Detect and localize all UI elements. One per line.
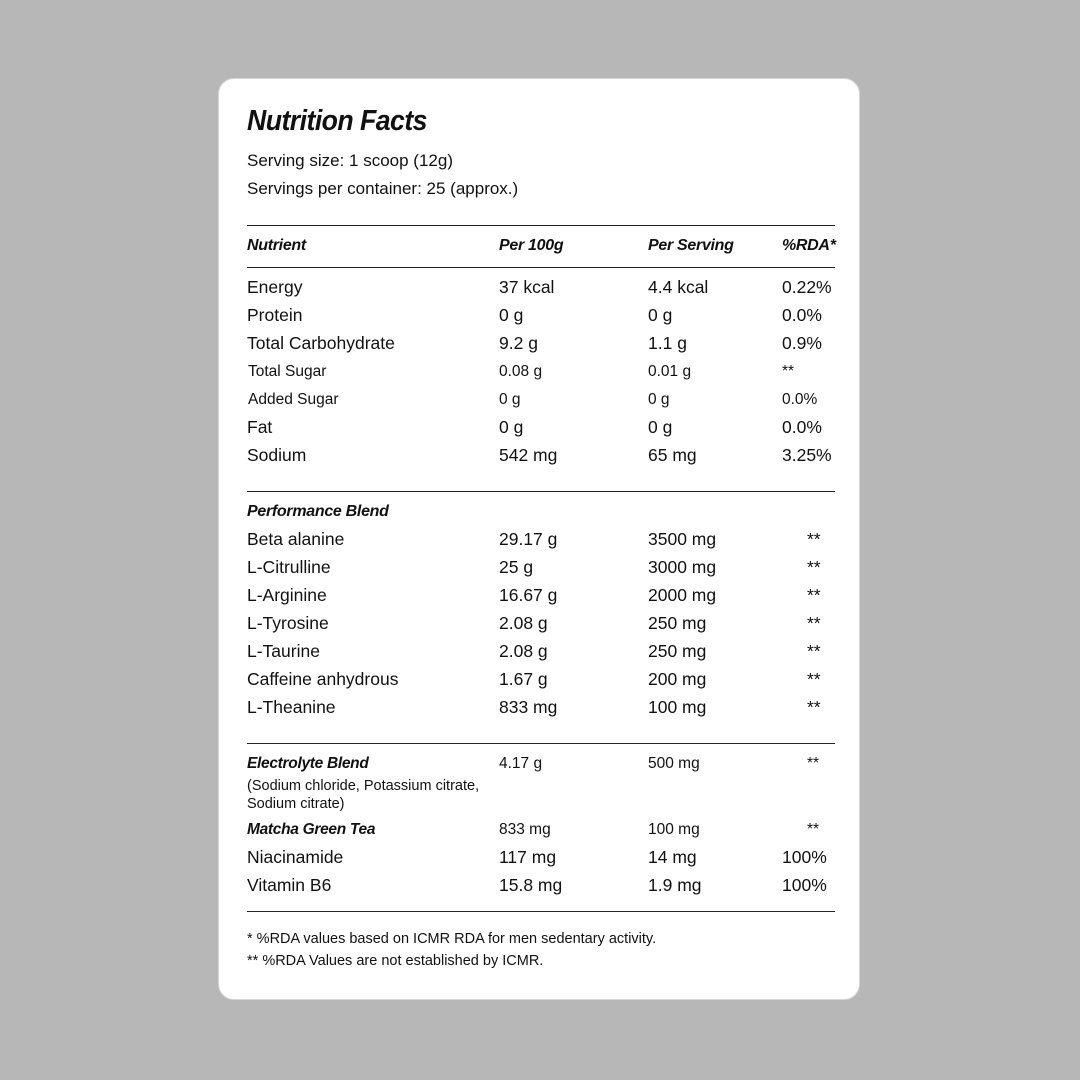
table-row	[247, 445, 835, 473]
divider	[247, 491, 835, 492]
per-100g-value: 833 mg	[499, 821, 551, 838]
per-serving-value: 500 mg	[648, 755, 700, 772]
per-100g-value: 9.2 g	[499, 333, 538, 353]
per-serving-value: 1.9 mg	[648, 875, 702, 895]
per-serving-value: 0.01 g	[648, 363, 692, 380]
electrolyte-blend-title: Electrolyte Blend	[247, 755, 369, 772]
per-serving-value: 250 mg	[648, 613, 707, 633]
rda-value: **	[807, 613, 821, 633]
electrolyte-ingredients-line-2: Sodium citrate)	[247, 796, 345, 812]
per-serving-value: 3500 mg	[648, 529, 717, 549]
per-100g-value: 29.17 g	[499, 529, 558, 549]
table-row	[247, 821, 835, 849]
per-serving-value: 250 mg	[648, 641, 707, 661]
rda-value: 100%	[782, 875, 827, 895]
per-100g-value: 542 mg	[499, 445, 558, 465]
per-100g-value: 0.08 g	[499, 363, 543, 380]
per-100g-value: 0 g	[499, 305, 524, 325]
rda-value: 0.0%	[782, 391, 818, 408]
performance-blend-title: Performance Blend	[247, 503, 389, 520]
header-nutrient: Nutrient	[247, 237, 306, 254]
per-serving-value: 1.1 g	[648, 333, 687, 353]
per-100g-value: 37 kcal	[499, 277, 555, 297]
nutrition-facts-panel	[218, 78, 860, 1000]
table-row	[247, 697, 835, 725]
serving-size: Serving size: 1 scoop (12g)	[247, 151, 453, 170]
table-row	[247, 847, 835, 875]
table-row	[247, 585, 835, 613]
per-100g-value: 833 mg	[499, 697, 558, 717]
divider	[247, 743, 835, 744]
per-100g-value: 16.67 g	[499, 585, 558, 605]
table-row	[247, 333, 835, 361]
nutrient-name: Added Sugar	[248, 391, 339, 408]
rda-value: **	[807, 755, 820, 772]
rda-value: 0.9%	[782, 333, 822, 353]
table-row	[247, 529, 835, 557]
per-serving-value: 0 g	[648, 391, 670, 408]
nutrient-name: Fat	[247, 417, 273, 437]
table-row	[247, 669, 835, 697]
rda-value: 0.22%	[782, 277, 832, 297]
per-serving-value: 100 mg	[648, 821, 700, 838]
divider	[247, 225, 835, 226]
matcha-green-tea-title: Matcha Green Tea	[247, 821, 376, 838]
divider	[247, 911, 835, 912]
per-serving-value: 200 mg	[648, 669, 707, 689]
footnote-rda-not-established: ** %RDA Values are not established by ICMR.	[247, 953, 544, 969]
per-100g-value: 2.08 g	[499, 641, 548, 661]
electrolyte-ingredients-line-1: (Sodium chloride, Potassium citrate,	[247, 778, 480, 794]
per-serving-value: 3000 mg	[648, 557, 717, 577]
nutrient-name: L-Arginine	[247, 585, 327, 605]
nutrient-name: Niacinamide	[247, 847, 344, 867]
rda-value: **	[807, 641, 821, 661]
per-serving-value: 0 g	[648, 305, 673, 325]
per-serving-value: 65 mg	[648, 445, 697, 465]
table-row	[247, 305, 835, 333]
divider	[247, 267, 835, 268]
nutrient-name: Total Sugar	[248, 363, 327, 380]
per-100g-value: 2.08 g	[499, 613, 548, 633]
per-100g-value: 117 mg	[499, 847, 557, 867]
per-serving-value: 4.4 kcal	[648, 277, 709, 297]
nutrient-name: Energy	[247, 277, 303, 297]
nutrient-name: L-Taurine	[247, 641, 320, 661]
servings-per-container: Servings per container: 25 (approx.)	[247, 179, 519, 198]
per-100g-value: 4.17 g	[499, 755, 543, 772]
rda-value: 0.0%	[782, 417, 822, 437]
per-100g-value: 15.8 mg	[499, 875, 563, 895]
nutrient-name: Beta alanine	[247, 529, 345, 549]
table-row	[247, 613, 835, 641]
table-row	[247, 277, 835, 305]
rda-value: **	[807, 821, 820, 838]
per-serving-value: 100 mg	[648, 697, 707, 717]
per-100g-value: 0 g	[499, 417, 524, 437]
nutrient-name: L-Citrulline	[247, 557, 331, 577]
table-header	[247, 237, 835, 265]
footnote-rda-basis: * %RDA values based on ICMR RDA for men sedentary activity.	[247, 931, 657, 947]
rda-value: 0.0%	[782, 305, 822, 325]
nutrient-name: Vitamin B6	[247, 875, 332, 895]
nutrient-name: Sodium	[247, 445, 307, 465]
nutrient-name: L-Tyrosine	[247, 613, 329, 633]
table-row	[247, 363, 835, 391]
header-rda: %RDA*	[782, 237, 836, 254]
nutrient-name: Caffeine anhydrous	[247, 669, 399, 689]
table-row	[247, 641, 835, 669]
per-serving-value: 14 mg	[648, 847, 697, 867]
nutrient-name: Protein	[247, 305, 303, 325]
table-row	[247, 557, 835, 585]
per-100g-value: 25 g	[499, 557, 534, 577]
rda-value: **	[807, 585, 821, 605]
table-row	[247, 391, 835, 419]
rda-value: **	[807, 669, 821, 689]
rda-value: **	[807, 529, 821, 549]
table-row	[247, 875, 835, 903]
header-per-serving: Per Serving	[648, 237, 734, 254]
per-serving-value: 2000 mg	[648, 585, 717, 605]
rda-value: 3.25%	[782, 445, 832, 465]
nutrient-name: L-Theanine	[247, 697, 336, 717]
rda-value: **	[807, 557, 821, 577]
header-per-100g: Per 100g	[499, 237, 564, 254]
per-serving-value: 0 g	[648, 417, 673, 437]
nutrient-name: Total Carbohydrate	[247, 333, 395, 353]
rda-value: **	[807, 697, 821, 717]
per-100g-value: 1.67 g	[499, 669, 548, 689]
per-100g-value: 0 g	[499, 391, 521, 408]
section-heading	[247, 503, 835, 531]
panel-title: Nutrition Facts	[247, 105, 427, 137]
table-row	[247, 417, 835, 445]
rda-value: **	[782, 363, 795, 380]
rda-value: 100%	[782, 847, 827, 867]
